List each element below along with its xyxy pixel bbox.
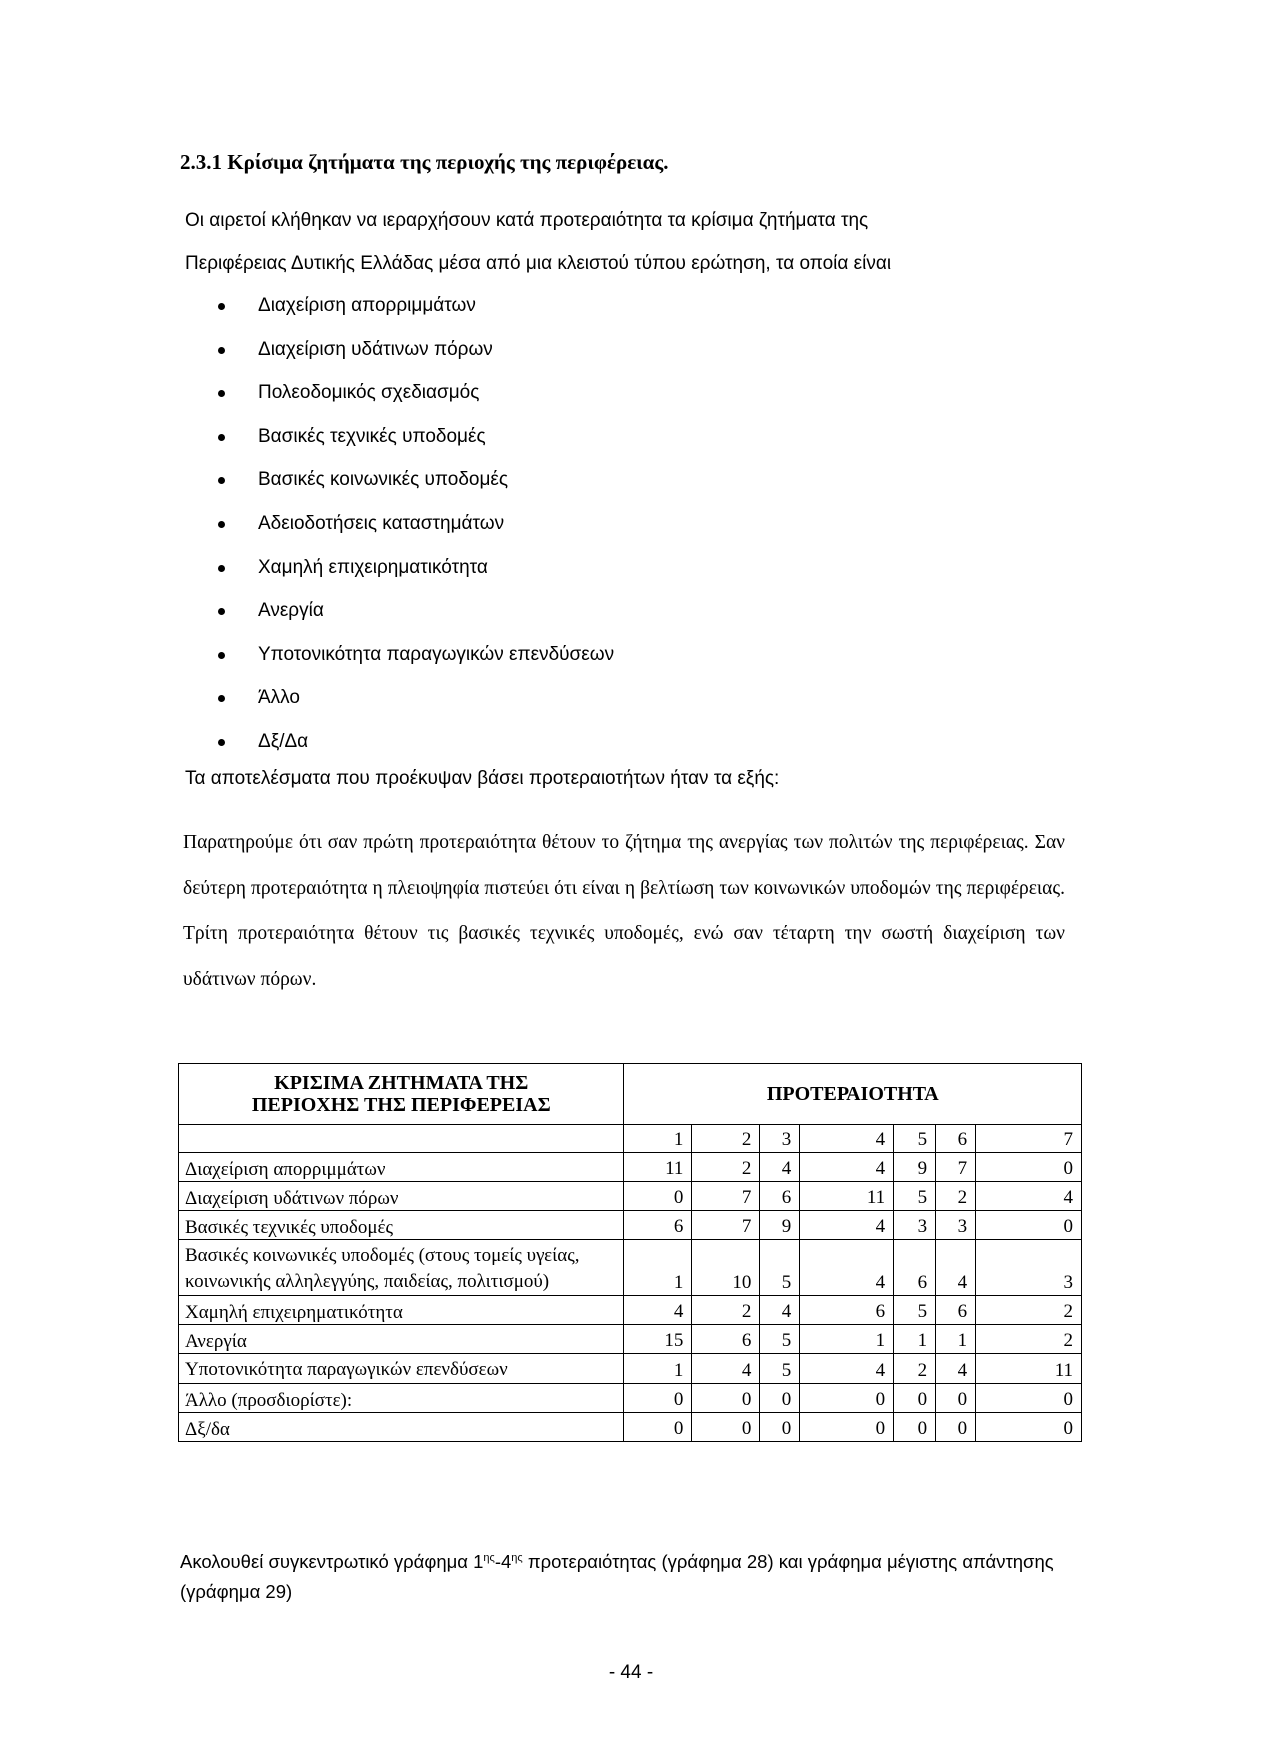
rank-cell: 1 (624, 1125, 692, 1153)
value-cell: 0 (800, 1413, 894, 1442)
bullet-item (218, 554, 614, 598)
bullet-icon (218, 652, 225, 659)
value-cell: 4 (760, 1153, 800, 1182)
value-cell: 0 (624, 1182, 692, 1211)
bullet-label: Υποτονικότητα παραγωγικών επενδύσεων (258, 643, 615, 665)
value-cell: 2 (692, 1153, 760, 1182)
value-cell: 6 (894, 1240, 936, 1296)
rank-cell: 4 (800, 1125, 894, 1153)
bullet-item (218, 292, 614, 336)
observation-paragraph: Παρατηρούμε ότι σαν πρώτη προτεραιότητα θέτουν το ζήτημα της ανεργίας των πολιτών της περιφέρειας. Σαν δεύτερη προτεραιότητα η πλειοψηφία πιστεύει ότι είναι η βελτίωση των κοινωνικών υποδομών της περιφέρειας. Τρίτη προτεραιότητα θέτουν τις βασικές τεχνικές υποδομές, ενώ σαν τέταρτη την σωστή διαχείριση των υδάτινων πόρων. (183, 832, 1065, 990)
value-cell: 5 (760, 1325, 800, 1354)
bullet-icon (218, 303, 225, 310)
value-cell: 11 (976, 1354, 1082, 1384)
value-cell: 2 (692, 1296, 760, 1325)
value-cell: 0 (976, 1153, 1082, 1182)
value-cell: 0 (894, 1384, 936, 1413)
results-intro: Τα αποτελέσματα που προέκυψαν βάσει προτεραιοτήτων ήταν τα εξής: (185, 768, 780, 789)
value-cell: 10 (692, 1240, 760, 1296)
value-cell: 6 (624, 1211, 692, 1240)
value-cell: 11 (624, 1153, 692, 1182)
intro-line-2: Περιφέρειας Δυτικής Ελλάδας μέσα από μια κλειστού τύπου ερώτηση, τα οποία είναι (185, 253, 892, 274)
rank-cell: 6 (936, 1125, 976, 1153)
rank-cell: 7 (976, 1125, 1082, 1153)
header-priority: ΠΡΟΤΕΡΑΙΟΤΗΤΑ (624, 1064, 1082, 1125)
note-text: -4 (494, 1551, 512, 1573)
value-cell: 4 (800, 1211, 894, 1240)
value-cell: 3 (936, 1211, 976, 1240)
value-cell: 0 (800, 1384, 894, 1413)
value-cell: 6 (760, 1182, 800, 1211)
value-cell: 6 (800, 1296, 894, 1325)
bullet-icon (218, 739, 225, 746)
value-cell: 4 (800, 1354, 894, 1384)
value-cell: 0 (760, 1413, 800, 1442)
value-cell: 4 (936, 1240, 976, 1296)
value-cell: 0 (976, 1384, 1082, 1413)
value-cell: 2 (976, 1296, 1082, 1325)
bullet-icon (218, 347, 225, 354)
value-cell: 2 (976, 1325, 1082, 1354)
value-cell: 0 (976, 1211, 1082, 1240)
bullet-icon (218, 565, 225, 572)
table-row (179, 1211, 1082, 1240)
value-cell: 7 (692, 1182, 760, 1211)
value-cell: 0 (692, 1413, 760, 1442)
value-cell: 7 (936, 1153, 976, 1182)
table-row (179, 1182, 1082, 1211)
value-cell: 11 (800, 1182, 894, 1211)
value-cell: 0 (760, 1384, 800, 1413)
value-cell: 6 (692, 1325, 760, 1354)
rank-cell: 3 (760, 1125, 800, 1153)
issues-bullet-list (218, 292, 614, 772)
value-cell: 0 (894, 1413, 936, 1442)
bullet-item (218, 597, 614, 641)
table-row (179, 1325, 1082, 1354)
bullet-label: Διαχείριση υδάτινων πόρων (258, 338, 493, 360)
bullet-icon (218, 608, 225, 615)
value-cell: 2 (894, 1354, 936, 1384)
bullet-item (218, 379, 614, 423)
bullet-item (218, 728, 614, 772)
value-cell: 4 (800, 1153, 894, 1182)
bullet-label: Διαχείριση απορριμμάτων (258, 295, 476, 316)
value-cell: 0 (976, 1413, 1082, 1442)
bullet-icon (218, 521, 225, 528)
bullet-label: Άλλο (258, 687, 300, 709)
value-cell: 0 (692, 1384, 760, 1413)
value-cell: 5 (760, 1354, 800, 1384)
value-cell: 3 (894, 1211, 936, 1240)
bullet-item (218, 336, 614, 380)
row-label: Υποτονικότητα παραγωγικών επενδύσεων (179, 1354, 624, 1384)
bullet-item (218, 641, 614, 685)
bullet-icon (218, 434, 225, 441)
value-cell: 0 (624, 1384, 692, 1413)
value-cell: 4 (692, 1354, 760, 1384)
bullet-item (218, 423, 614, 467)
row-label: Διαχείριση απορριμμάτων (179, 1153, 624, 1182)
bullet-item (218, 466, 614, 510)
table-row (179, 1354, 1082, 1384)
rank-empty-cell (179, 1125, 624, 1153)
row-label: Βασικές τεχνικές υποδομές (179, 1211, 624, 1240)
value-cell: 1 (624, 1240, 692, 1296)
table-row (179, 1153, 1082, 1182)
table-row (179, 1296, 1082, 1325)
bullet-label: Βασικές κοινωνικές υποδομές (258, 469, 509, 491)
value-cell: 1 (624, 1354, 692, 1384)
row-label: Διαχείριση υδάτινων πόρων (179, 1182, 624, 1211)
value-cell: 0 (936, 1413, 976, 1442)
row-label: Χαμηλή επιχειρηματικότητα (179, 1296, 624, 1325)
bullet-item (218, 684, 614, 728)
value-cell: 6 (936, 1296, 976, 1325)
value-cell: 4 (800, 1240, 894, 1296)
value-cell: 7 (692, 1211, 760, 1240)
bullet-icon (218, 695, 225, 702)
value-cell: 3 (976, 1240, 1082, 1296)
value-cell: 0 (936, 1384, 976, 1413)
note-superscript: ης (483, 1552, 495, 1564)
bullet-label: Ανεργία (258, 600, 324, 622)
bullet-icon (218, 390, 225, 397)
row-label: Δξ/δα (179, 1413, 624, 1442)
section-heading: 2.3.1 Κρίσιμα ζητήματα της περιοχής της περιφέρειας. (180, 150, 669, 174)
page-number: - 44 - (608, 1662, 654, 1683)
value-cell: 1 (894, 1325, 936, 1354)
row-label: Ανεργία (179, 1325, 624, 1354)
rank-cell: 2 (692, 1125, 760, 1153)
value-cell: 0 (624, 1413, 692, 1442)
value-cell: 4 (976, 1182, 1082, 1211)
note-text: Ακολουθεί συγκεντρωτικό γράφημα 1 (180, 1551, 484, 1573)
bullet-label: Χαμηλή επιχειρηματικότητα (258, 556, 488, 578)
row-label: Άλλο (προσδιορίστε): (179, 1384, 624, 1413)
rank-row (179, 1125, 1082, 1153)
bullet-label: Πολεοδομικός σχεδιασμός (258, 382, 480, 404)
bullet-label: Βασικές τεχνικές υποδομές (258, 425, 486, 447)
bullet-icon (218, 477, 225, 484)
value-cell: 4 (760, 1296, 800, 1325)
table-row (179, 1240, 1082, 1296)
table-row (179, 1384, 1082, 1413)
header-issues: ΚΡΙΣΙΜΑ ΖΗΤΗΜΑΤΑ ΤΗΣ ΠΕΡΙΟΧΗΣ ΤΗΣ ΠΕΡΙΦΕΡΕΙΑΣ (179, 1064, 624, 1125)
intro-line-1: Οι αιρετοί κλήθηκαν να ιεραρχήσουν κατά προτεραιότητα τα κρίσιμα ζητήματα της (185, 210, 869, 231)
note-text: προτεραιότητας (γράφημα 28) και γράφημα μέγιστης απάντησης (γράφημα 29) (180, 1551, 1054, 1603)
priorities-table (178, 1063, 1082, 1442)
rank-cell: 5 (894, 1125, 936, 1153)
table-header-row (179, 1064, 1082, 1125)
bullet-label: Δξ/Δα (258, 730, 309, 752)
value-cell: 1 (936, 1325, 976, 1354)
value-cell: 1 (800, 1325, 894, 1354)
value-cell: 15 (624, 1325, 692, 1354)
chart-reference-note (180, 1543, 1070, 1607)
value-cell: 5 (894, 1296, 936, 1325)
value-cell: 5 (894, 1182, 936, 1211)
bullet-label: Αδειοδοτήσεις καταστημάτων (258, 512, 505, 534)
table-row (179, 1413, 1082, 1442)
value-cell: 4 (624, 1296, 692, 1325)
bullet-item (218, 510, 614, 554)
value-cell: 9 (760, 1211, 800, 1240)
value-cell: 2 (936, 1182, 976, 1211)
value-cell: 5 (760, 1240, 800, 1296)
value-cell: 4 (936, 1354, 976, 1384)
row-label: Βασικές κοινωνικές υποδομές (στους τομείς υγείας, κοινωνικής αλληλεγγύης, παιδείας, πολιτισμού) (179, 1240, 624, 1296)
note-superscript: ης (511, 1552, 523, 1564)
value-cell: 9 (894, 1153, 936, 1182)
